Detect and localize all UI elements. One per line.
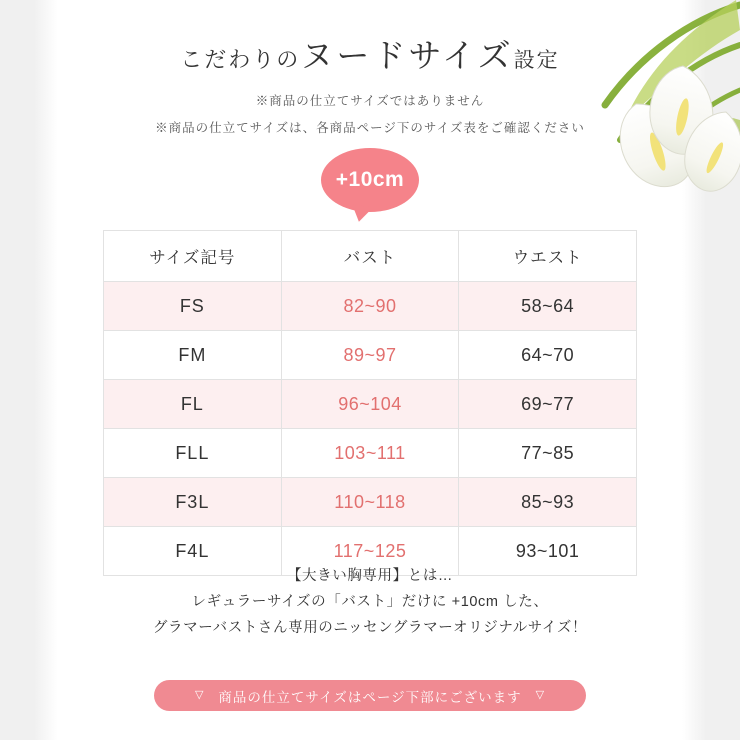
cell-size: FS <box>104 282 282 331</box>
page-title <box>0 30 740 77</box>
column-header-waist: ウエスト <box>459 231 637 282</box>
cell-waist: 58~64 <box>459 282 637 331</box>
size-table-link-bar[interactable] <box>154 680 586 711</box>
cell-size: FLL <box>104 429 282 478</box>
note-line-1: 【大きい胸専用】とは… <box>286 568 454 584</box>
badge-container <box>0 148 740 212</box>
cell-waist: 93~101 <box>459 527 637 576</box>
column-header-size: サイズ記号 <box>104 231 282 282</box>
bottom-bar-label: 商品の仕立てサイズはページ下部にございます <box>218 689 522 705</box>
cell-size: F4L <box>104 527 282 576</box>
note-line-2: レギュラーサイズの「バスト」だけに +10cm した、 <box>191 594 549 610</box>
cell-bust: 117~125 <box>281 527 459 576</box>
cell-waist: 64~70 <box>459 331 637 380</box>
note-line-3: グラマーバストさん専用のニッセングラマーオリジナルサイズ！ <box>152 620 588 636</box>
bottom-bar-container <box>0 680 740 711</box>
table-header-row <box>104 231 637 282</box>
cell-bust: 89~97 <box>281 331 459 380</box>
explanation-note <box>0 563 740 641</box>
cell-size: FL <box>104 380 282 429</box>
table-row <box>104 380 637 429</box>
size-table <box>103 230 637 576</box>
table-row <box>104 429 637 478</box>
note-check-size-table: ※商品の仕立てサイズは、各商品ページ下のサイズ表をご確認ください <box>155 121 585 135</box>
title-main: ヌードサイズ <box>300 39 514 75</box>
title-suffix: 設定 <box>513 48 560 72</box>
plus-10cm-badge: +10cm <box>321 148 419 212</box>
table-row <box>104 282 637 331</box>
title-prefix: こだわりの <box>180 47 301 72</box>
cell-bust: 103~111 <box>281 429 459 478</box>
cell-size: FM <box>104 331 282 380</box>
triangle-down-left-icon: ▽ <box>194 689 205 701</box>
cell-bust: 96~104 <box>281 380 459 429</box>
table-row <box>104 478 637 527</box>
cell-bust: 82~90 <box>281 282 459 331</box>
note-not-garment-size: ※商品の仕立てサイズではありません <box>255 94 485 108</box>
cell-bust: 110~118 <box>281 478 459 527</box>
triangle-down-right-icon: ▽ <box>535 689 546 701</box>
header <box>0 30 740 136</box>
cell-size: F3L <box>104 478 282 527</box>
table-row <box>104 331 637 380</box>
cell-waist: 69~77 <box>459 380 637 429</box>
column-header-bust: バスト <box>281 231 459 282</box>
cell-waist: 85~93 <box>459 478 637 527</box>
cell-waist: 77~85 <box>459 429 637 478</box>
size-table-wrapper <box>103 230 637 576</box>
